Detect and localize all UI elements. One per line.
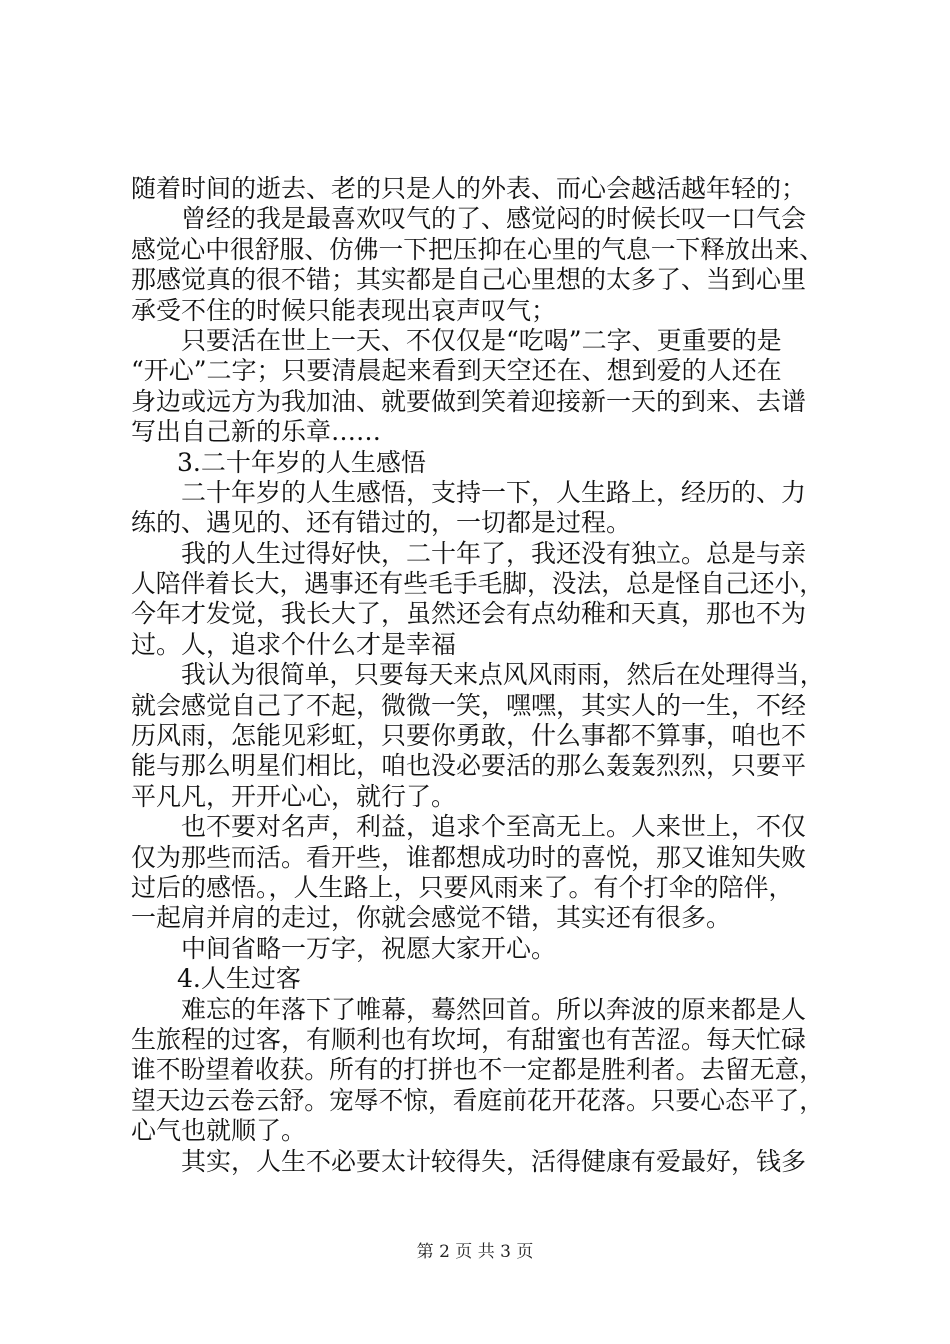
section-heading: 3.二十年岁的人生感悟 [177, 447, 426, 477]
text-line: 也不要对名声，利益，追求个至高无上。人来世上，不仅 [181, 812, 807, 842]
text-line: 随着时间的逝去、老的只是人的外表、而心会越活越年轻的； [131, 174, 807, 203]
text-line: 身边或远方为我加油、就要做到笑着迎接新一天的到来、去谱 [131, 386, 807, 416]
text-line: 感觉心中很舒服、仿佛一下把压抑在心里的气息一下释放出来、 [131, 234, 824, 264]
text-line: 二十年岁的人生感悟，支持一下，人生路上，经历的、力 [181, 477, 807, 507]
text-line: “开心”二字；只要清晨起来看到天空还在、想到爱的人还在 [131, 356, 782, 386]
text-line: 曾经的我是最喜欢叹气的了、感觉闷的时候长叹一口气会 [181, 204, 807, 234]
text-line: 历风雨，怎能见彩虹，只要你勇敢，什么事都不算事，咱也不 [131, 721, 807, 751]
text-line: 仅为那些而活。看开些，谁都想成功时的喜悦，那又谁知失败 [131, 842, 807, 872]
text-line: 今年才发觉，我长大了，虽然还会有点幼稚和天真，那也不为 [131, 599, 807, 629]
text-line: 过。人，追求个什么才是幸福 [131, 629, 457, 659]
text-line: 望天边云卷云舒。宠辱不惊，看庭前花开花落。只要心态平了， [131, 1085, 824, 1115]
text-line: 平凡凡，开开心心，就行了。 [131, 781, 457, 811]
text-line: 难忘的年落下了帷幕，蓦然回首。所以奔波的原来都是人 [181, 994, 807, 1024]
section-heading: 4.人生过客 [177, 964, 301, 994]
text-line: 过后的感悟。，人生路上，只要风雨来了。有个打伞的陪伴， [131, 872, 794, 902]
text-line: 写出自己新的乐章…… [131, 417, 382, 447]
text-line: 我的人生过得好快，二十年了，我还没有独立。总是与亲 [181, 538, 807, 568]
text-line: 就会感觉自己了不起，微微一笑，嘿嘿，其实人的一生，不经 [131, 690, 807, 720]
text-line: 只要活在世上一天、不仅仅是“吃喝”二字、更重要的是 [181, 325, 782, 355]
text-line: 承受不住的时候只能表现出哀声叹气； [131, 295, 557, 325]
text-line: 人陪伴着长大，遇事还有些毛手毛脚，没法，总是怪自己还小， [131, 569, 824, 599]
text-line: 一起肩并肩的走过，你就会感觉不错，其实还有很多。 [131, 903, 732, 933]
text-line: 心气也就顺了。 [131, 1116, 307, 1146]
text-line: 其实，人生不必要太计较得失，活得健康有爱最好，钱多 [181, 1146, 807, 1176]
text-line: 中间省略一万字，祝愿大家开心。 [181, 933, 557, 963]
body-text [131, 174, 831, 1177]
text-line: 谁不盼望着收获。所有的打拼也不一定都是胜利者。去留无意， [131, 1055, 824, 1085]
text-line: 我认为很简单，只要每天来点风风雨雨，然后在处理得当， [181, 660, 825, 690]
page-footer: 第 2 页 共 3 页 [416, 1242, 534, 1262]
text-line: 那感觉真的很不错；其实都是自己心里想的太多了、当到心里 [131, 265, 807, 295]
text-line: 生旅程的过客，有顺利也有坎坷，有甜蜜也有苦涩。每天忙碌 [131, 1024, 807, 1054]
text-line: 练的、遇见的、还有错过的，一切都是过程。 [131, 508, 632, 538]
text-line: 能与那么明星们相比，咱也没必要活的那么轰轰烈烈，只要平 [131, 751, 807, 781]
